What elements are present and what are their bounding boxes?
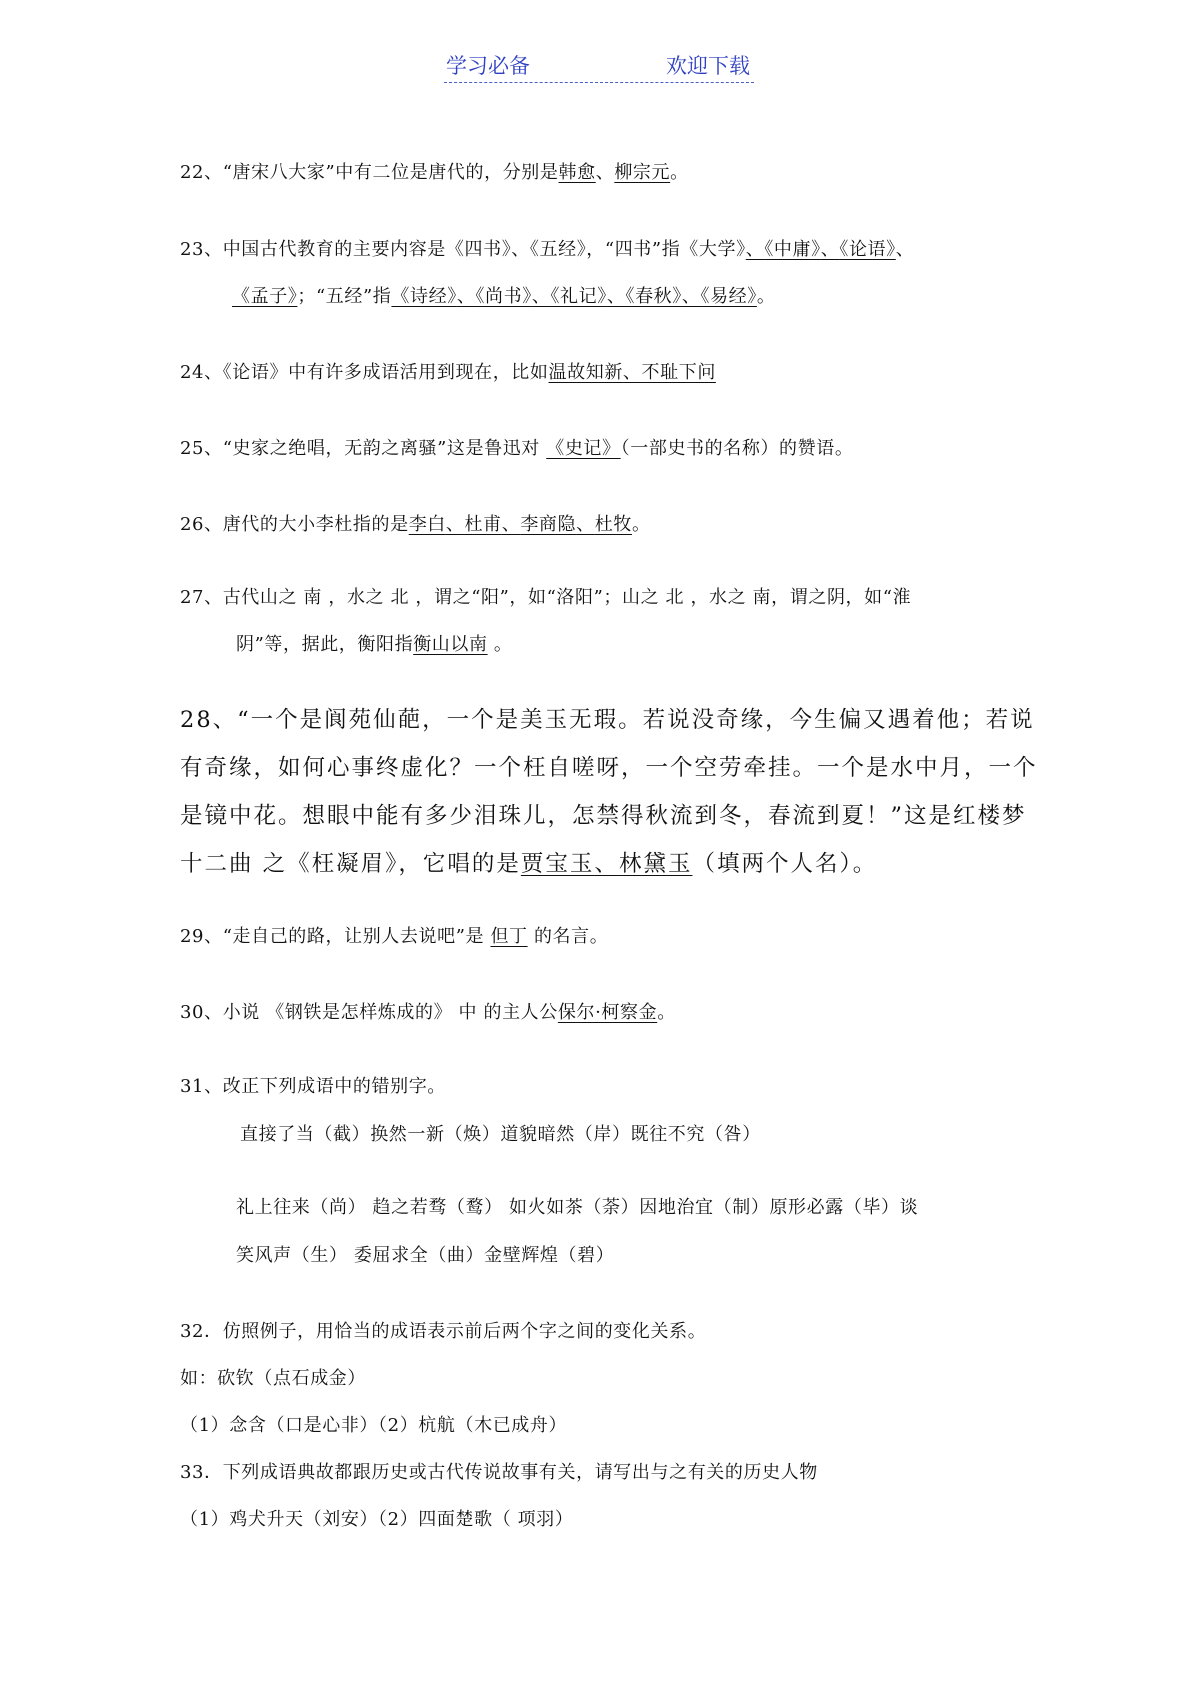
separator: 、 <box>820 239 840 260</box>
answer-blank: 《论语》 <box>839 239 896 260</box>
answer-blank: 李白 <box>408 514 446 535</box>
question-33-title: 33．下列成语典故都跟历史或古代传说故事有关，请写出与之有关的历史人物 <box>180 1462 818 1483</box>
answer-blank: 温故知新 <box>548 362 623 383</box>
answer-blank: 《礼记》 <box>550 286 607 307</box>
question-28-line-2: 有奇缘，如何心事终虚化？一个枉自嗟呀，一个空劳牵挂。一个是水中月，一个 <box>180 755 1038 781</box>
answer-blank: 《易经》 <box>700 286 757 307</box>
separator: 、 <box>681 286 701 307</box>
question-32-example: 如：砍钦（点石成金） <box>180 1368 366 1389</box>
punctuation: 。 <box>487 634 513 655</box>
answer-blank: 衡山以南 <box>413 634 488 655</box>
question-text: 26、唐代的大小李杜指的是 <box>180 514 409 535</box>
separator: 、 <box>745 239 765 260</box>
punctuation: 。 <box>756 286 776 307</box>
question-28-line-1: 28、“一个是阆苑仙葩，一个是美玉无瑕。若说没奇缘，今生偏又遇着他；若说 <box>180 707 1035 733</box>
separator: 、 <box>895 239 915 260</box>
separator: 、 <box>531 286 551 307</box>
separator: 、 <box>595 162 615 183</box>
question-25 <box>180 434 853 460</box>
question-text: 24、《论语》中有许多成语活用到现在，比如 <box>180 362 549 383</box>
answer-blank: 杜牧 <box>594 514 632 535</box>
answer-blank: 但丁 <box>490 926 528 947</box>
question-32-answers: （1）念含（口是心非）（2）杭航（木已成舟） <box>180 1415 568 1436</box>
answer-blank: 林黛玉 <box>618 851 693 877</box>
header-left-text: 学习必备 <box>446 54 530 78</box>
question-text-end: 的名言。 <box>527 926 609 947</box>
question-27-line-2 <box>236 630 513 656</box>
question-text: 22、“唐宋八大家”中有二位是唐代的，分别是 <box>180 162 559 183</box>
answer-blank: 贾宝玉 <box>520 851 595 877</box>
header-right-text: 欢迎下载 <box>666 54 750 78</box>
punctuation: 。 <box>657 1002 676 1023</box>
question-31-line-2: 礼上往来（尚） 趋之若骛（鹜） 如火如茶（荼）因地治宜（制）原形必露（毕）谈 <box>236 1197 919 1218</box>
question-text: 25、“史家之绝唱，无韵之离骚”这是鲁迅对 <box>180 438 547 459</box>
answer-blank: 《孟子》 <box>232 286 298 307</box>
question-28-line-3: 是镜中花。想眼中能有多少泪珠儿，怎禁得秋流到冬，春流到夏！”这是红楼梦 <box>180 803 1027 829</box>
separator: 、 <box>594 851 619 877</box>
question-23-line-1 <box>180 235 914 261</box>
question-text: 23、中国古代教育的主要内容是《四书》、《五经》，“四书”指《大学》 <box>180 239 746 260</box>
question-text: 阴”等，据此，衡阳指 <box>236 634 414 655</box>
separator: 、 <box>576 514 595 535</box>
question-27-line-1: 27、古代山之 南 ，水之 北 ，谓之“阳”，如“洛阳”；山之 北 ，水之 南，谓之阴，如“淮 <box>180 587 912 608</box>
answer-blank: 柳宗元 <box>614 162 671 183</box>
question-text: ；“五经”指 <box>297 286 392 307</box>
question-text: 十二曲 之《枉凝眉》，它唱的是 <box>180 851 521 877</box>
answer-blank: 韩愈 <box>558 162 596 183</box>
question-31-line-1: 直接了当（截）换然一新（焕）道貌暗然（岸）既往不究（咎） <box>240 1124 761 1145</box>
answer-blank: 《诗经》 <box>391 286 457 307</box>
answer-blank: 保尔·柯察金 <box>557 1002 658 1023</box>
question-22 <box>180 158 689 184</box>
separator: 、 <box>501 514 521 535</box>
question-26 <box>180 510 651 536</box>
question-23-line-2 <box>232 282 776 308</box>
separator: 、 <box>606 286 626 307</box>
answer-blank: 李商隐 <box>520 514 577 535</box>
question-33-answers: （1）鸡犬升天（刘安）（2）四面楚歌（ 项羽） <box>180 1509 574 1530</box>
question-text: 29、“走自己的路，让别人去说吧”是 <box>180 926 491 947</box>
answer-blank: 杜甫 <box>464 514 502 535</box>
answer-blank: 不耻下问 <box>641 362 716 383</box>
question-32-title: 32．仿照例子，用恰当的成语表示前后两个字之间的变化关系。 <box>180 1321 707 1342</box>
answer-blank: 《中庸》 <box>764 239 821 260</box>
answer-blank: 《史记》 <box>546 438 621 459</box>
question-text-end: （一部史书的名称）的赞语。 <box>620 438 854 459</box>
punctuation: 。 <box>631 514 651 535</box>
separator: 、 <box>456 286 476 307</box>
question-text: 30、小说 《钢铁是怎样炼成的》 中 的主人公 <box>180 1002 558 1023</box>
question-text-end: （填两个人名）。 <box>692 851 878 877</box>
page-header <box>444 46 754 83</box>
question-31-title: 31、改正下列成语中的错别字。 <box>180 1076 446 1097</box>
answer-blank: 《春秋》 <box>625 286 682 307</box>
question-30 <box>180 998 676 1024</box>
punctuation: 。 <box>670 162 689 183</box>
question-31-line-3: 笑风声（生） 委屈求全（曲）金壁辉煌（碧） <box>236 1245 615 1266</box>
question-24 <box>180 358 716 384</box>
question-28-line-4 <box>180 846 877 878</box>
separator: 、 <box>622 362 642 383</box>
answer-blank: 《尚书》 <box>475 286 532 307</box>
question-29 <box>180 922 608 948</box>
separator: 、 <box>445 514 465 535</box>
